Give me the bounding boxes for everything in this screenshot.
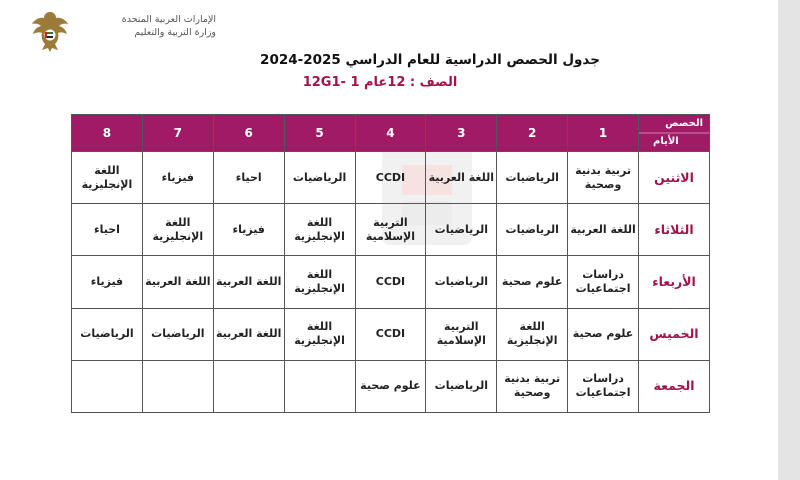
period-header: 1 [568,115,639,152]
subject-cell: اللغة العربية [426,152,497,204]
subject-cell: اللغة العربية [213,308,284,360]
period-header: 6 [213,115,284,152]
subject-cell: اللغة العربية [568,204,639,256]
ministry-line-2: وزارة التربية والتعليم [134,27,216,38]
day-name-cell: الاثنين [639,152,710,204]
subject-cell: احياء [72,204,143,256]
subject-cell: الرياضيات [72,308,143,360]
period-header: 4 [355,115,426,152]
uae-emblem-icon [28,8,72,54]
days-label: الأيام [653,136,679,147]
subject-cell: علوم صحية [568,308,639,360]
page-edge-strip [778,0,800,480]
table-row [72,256,710,308]
subject-cell: احياء [213,152,284,204]
day-name-cell: الجمعة [639,360,710,412]
subject-cell: CCDI [355,152,426,204]
subject-cell: CCDI [355,256,426,308]
subject-cell: فيزياء [213,204,284,256]
period-header: 7 [142,115,213,152]
subject-cell: التربية الإسلامية [355,204,426,256]
ministry-name [76,13,216,39]
subject-cell: الرياضيات [497,204,568,256]
header-corner-cell [639,115,710,152]
period-header: 5 [284,115,355,152]
table-row [72,204,710,256]
subject-cell: الرياضيات [426,256,497,308]
subject-cell: اللغة الإنجليزية [284,204,355,256]
subject-cell: اللغة العربية [213,256,284,308]
subject-cell [213,360,284,412]
subject-cell [72,360,143,412]
day-name-cell: الخميس [639,308,710,360]
periods-label: الحصص [665,118,703,129]
subject-cell: الرياضيات [284,152,355,204]
subject-cell: اللغة العربية [142,256,213,308]
subject-cell: علوم صحية [497,256,568,308]
table-row [72,308,710,360]
subject-cell: الرياضيات [426,360,497,412]
class-label: الصف : 12عام 1 -12G1 [302,75,458,90]
subject-cell: تربية بدنية وصحية [497,360,568,412]
subject-cell: دراسات اجتماعيات [568,360,639,412]
subject-cell: اللغة الإنجليزية [142,204,213,256]
subject-cell: تربية بدنية وصحية [568,152,639,204]
ministry-line-1: الإمارات العربية المتحدة [121,14,216,25]
subject-cell: فيزياء [142,152,213,204]
page-title: جدول الحصص الدراسية للعام الدراسي 2025-2024 [260,52,600,68]
periods-header-row [72,115,710,152]
subject-cell [284,360,355,412]
subject-cell: اللغة الإنجليزية [284,256,355,308]
subject-cell: التربية الإسلامية [426,308,497,360]
subject-cell: الرياضيات [497,152,568,204]
subject-cell: فيزياء [72,256,143,308]
subject-cell: اللغة الإنجليزية [72,152,143,204]
subject-cell: CCDI [355,308,426,360]
subject-cell: اللغة الإنجليزية [284,308,355,360]
subject-cell: الرياضيات [142,308,213,360]
table-row [72,360,710,412]
subject-cell [142,360,213,412]
day-name-cell: الأربعاء [639,256,710,308]
period-header: 3 [426,115,497,152]
table-row [72,152,710,204]
schedule-table [71,114,710,413]
period-header: 2 [497,115,568,152]
subject-cell: اللغة الإنجليزية [497,308,568,360]
period-header: 8 [72,115,143,152]
subject-cell: دراسات اجتماعيات [568,256,639,308]
subject-cell: الرياضيات [426,204,497,256]
day-name-cell: الثلاثاء [639,204,710,256]
subject-cell: علوم صحية [355,360,426,412]
